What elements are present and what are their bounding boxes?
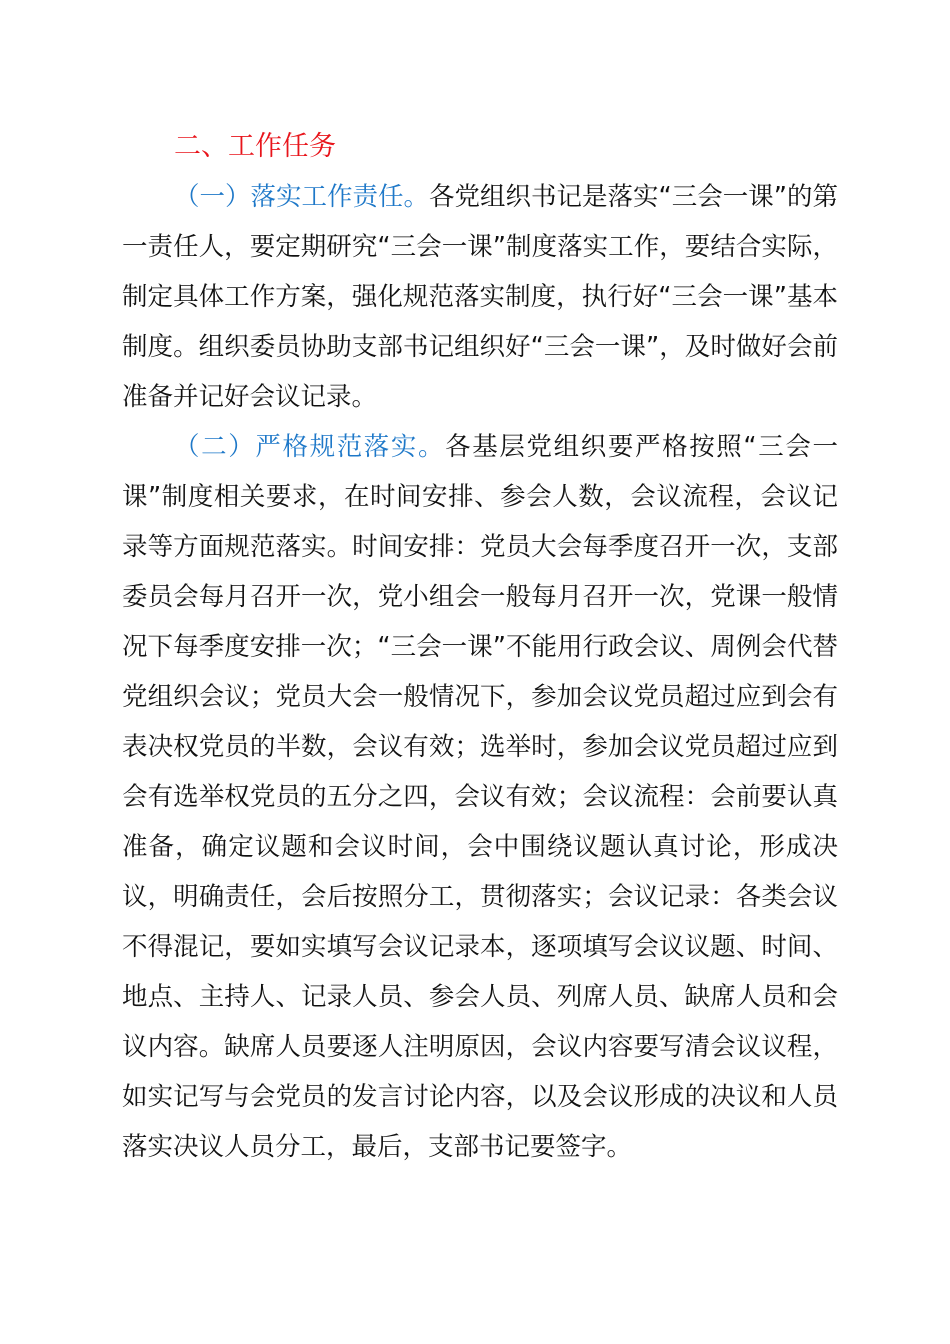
paragraph-body: 各基层党组织要严格按照“三会一课”制度相关要求，在时间安排、参会人数，会议流程，会议记录等方面规范落实。时间安排：党员大会每季度召开一次，支部委员会每月召开一次，党小组会一般每月召开一次，党课一般情况下每季度安排一次；“三会一课”不能用行政会议、周例会代替党组织会议；党员大会一般情况下，参加会议党员超过应到会有表决权党员的半数，会议有效；选举时，参加会议党员超过应到会有选举权党员的五分之四，会议有效；会议流程：会前要认真准备，确定议题和会议时间，会中围绕议题认真讨论，形成决议，明确责任，会后按照分工，贯彻落实；会议记录：各类会议不得混记，要如实填写会议记录本，逐项填写会议议题、时间、地点、主持人、记录人员、参会人员、列席人员、缺席人员和会议内容。缺席人员要逐人注明原因，会议内容要写清会议议程，如实记写与会党员的发言讨论内容，以及会议形成的决议和人员落实决议人员分工，最后，支部书记要签字。 [122,432,838,1162]
subheading-strict-standards: （二）严格规范落实。 [174,432,446,462]
paragraph-body: 各党组织书记是落实“三会一课”的第一责任人，要定期研究“三会一课”制度落实工作，要结合实际，制定具体工作方案，强化规范落实制度，执行好“三会一课”基本制度。组织委员协助支部书记组织好“三会一课”，及时做好会前准备并记好会议记录。 [122,182,838,412]
paragraph-strict-standards [122,422,838,1172]
section-title: 二、工作任务 [174,131,336,162]
document-page [122,122,838,1172]
paragraph-work-responsibility [122,172,838,422]
subheading-work-responsibility: （一）落实工作责任。 [174,182,430,212]
